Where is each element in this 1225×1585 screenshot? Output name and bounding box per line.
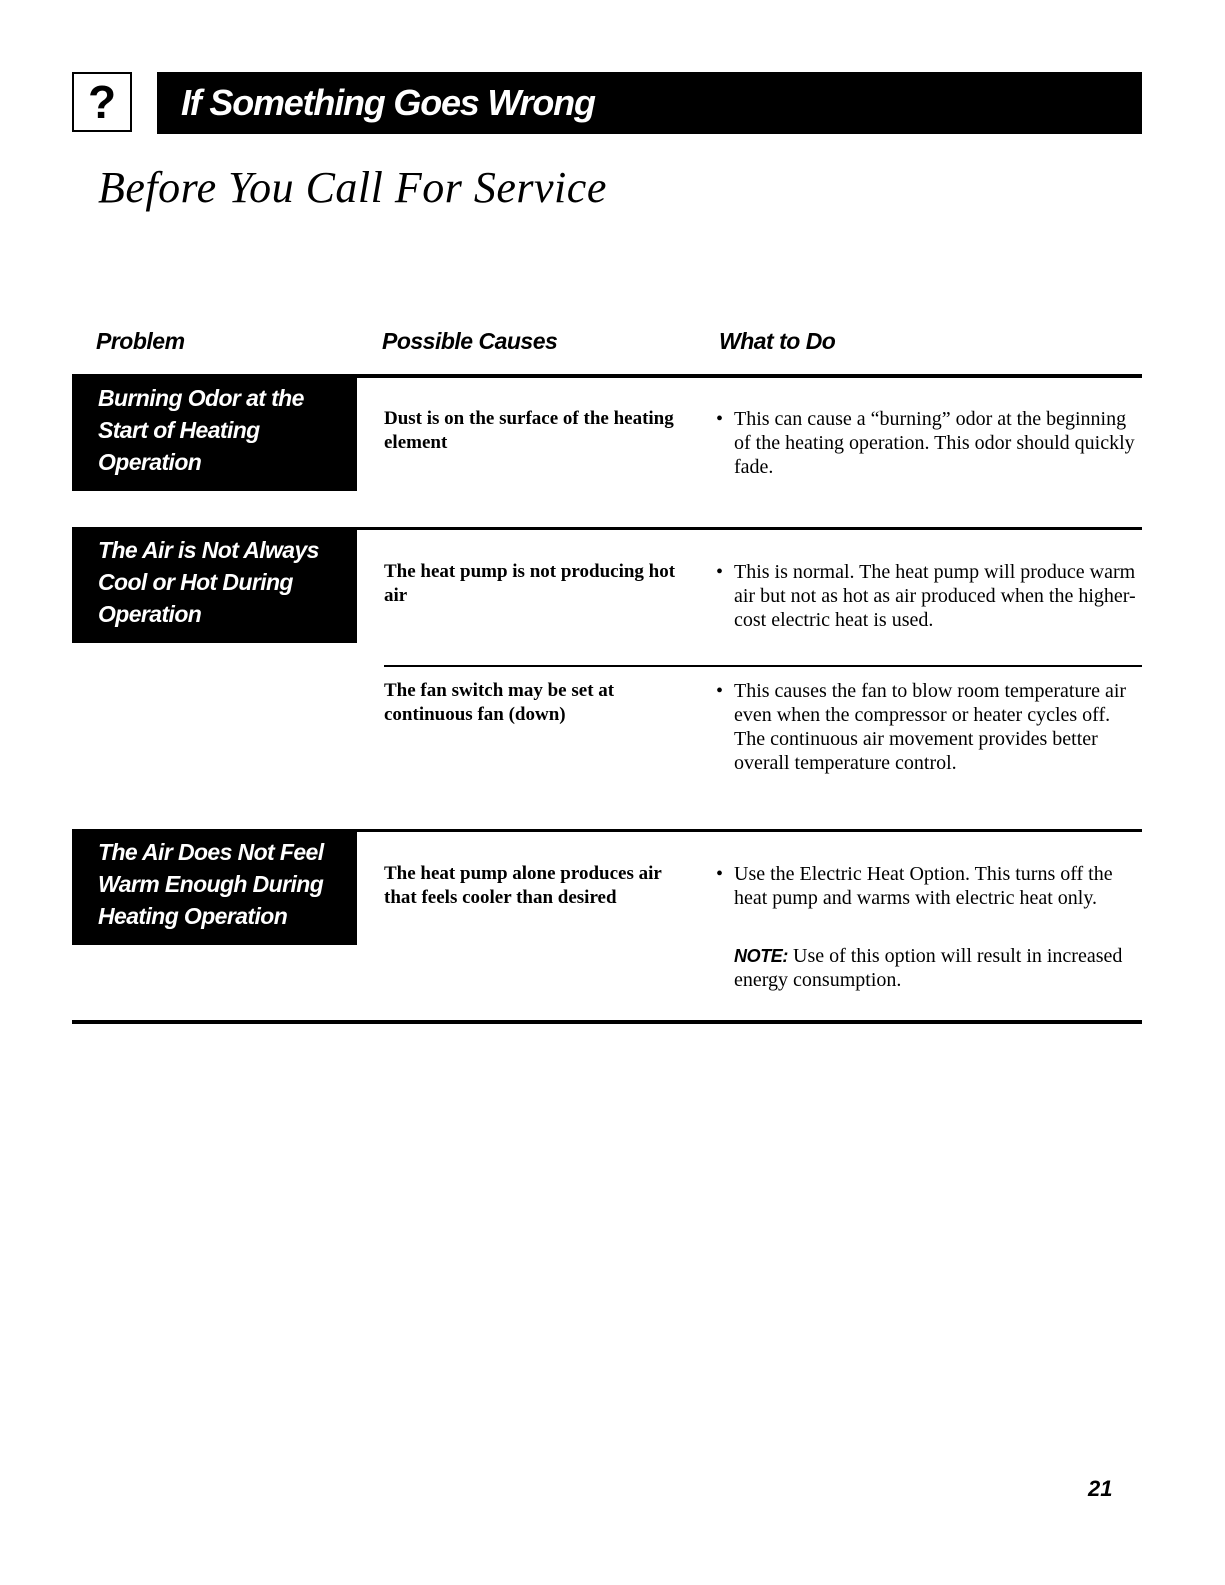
page-number: 21: [1088, 1476, 1113, 1501]
cause-2-1: The heat pump is not producing hot air: [384, 561, 676, 606]
problem-text-3: The Air Does Not Feel Warm Enough During Heating Operation: [98, 839, 324, 929]
item-divider-2: [384, 665, 1142, 667]
section-title: If Something Goes Wrong: [181, 82, 595, 123]
bullet: •: [716, 408, 724, 430]
problem-label-2: [72, 528, 357, 643]
todo-3-1: [716, 862, 1136, 910]
page-title: Before You Call For Service: [98, 163, 607, 212]
problem-label-3: [72, 830, 357, 945]
bullet: •: [716, 680, 724, 702]
question-mark-icon: [72, 72, 132, 132]
todo-text-1-1: This can cause a “burning” odor at the beginning of the heating operation. This odor should quickly fade.: [734, 408, 1135, 478]
cause-3-1: The heat pump alone produces air that feels cooler than desired: [384, 863, 662, 908]
bullet: •: [716, 561, 724, 583]
todo-text-3-1: Use the Electric Heat Option. This turns off the heat pump and warms with electric heat only.: [734, 863, 1113, 909]
column-header-todo: What to Do: [719, 328, 836, 354]
note-text: Use of this option will result in increased energy consumption.: [734, 945, 1123, 991]
table-bottom-rule: [72, 1020, 1142, 1024]
todo-1-1: [716, 407, 1136, 479]
question-mark-glyph: ?: [87, 76, 117, 128]
note: [734, 944, 1134, 992]
cause-2-2: The fan switch may be set at continuous fan (down): [384, 680, 615, 725]
cause-1-1: Dust is on the surface of the heating element: [384, 408, 674, 453]
problem-text-2: The Air is Not Always Cool or Hot During Operation: [98, 537, 319, 627]
bullet: •: [716, 863, 724, 885]
todo-2-1: [716, 560, 1136, 632]
column-header-problem: Problem: [96, 328, 185, 354]
todo-2-2: [716, 679, 1136, 775]
problem-text-1: Burning Odor at the Start of Heating Operation: [98, 385, 304, 475]
column-header-causes: Possible Causes: [382, 328, 558, 354]
problem-label-1: [72, 376, 357, 491]
todo-text-2-2: This causes the fan to blow room temperature air even when the compressor or heater cycles off. The continuous air movement provides better overall temperature control.: [734, 680, 1127, 774]
todo-text-2-1: This is normal. The heat pump will produce warm air but not as hot as air produced when the higher-cost electric heat is used.: [734, 561, 1136, 631]
note-label: NOTE:: [734, 946, 788, 966]
section-title-bar: [157, 72, 1142, 134]
